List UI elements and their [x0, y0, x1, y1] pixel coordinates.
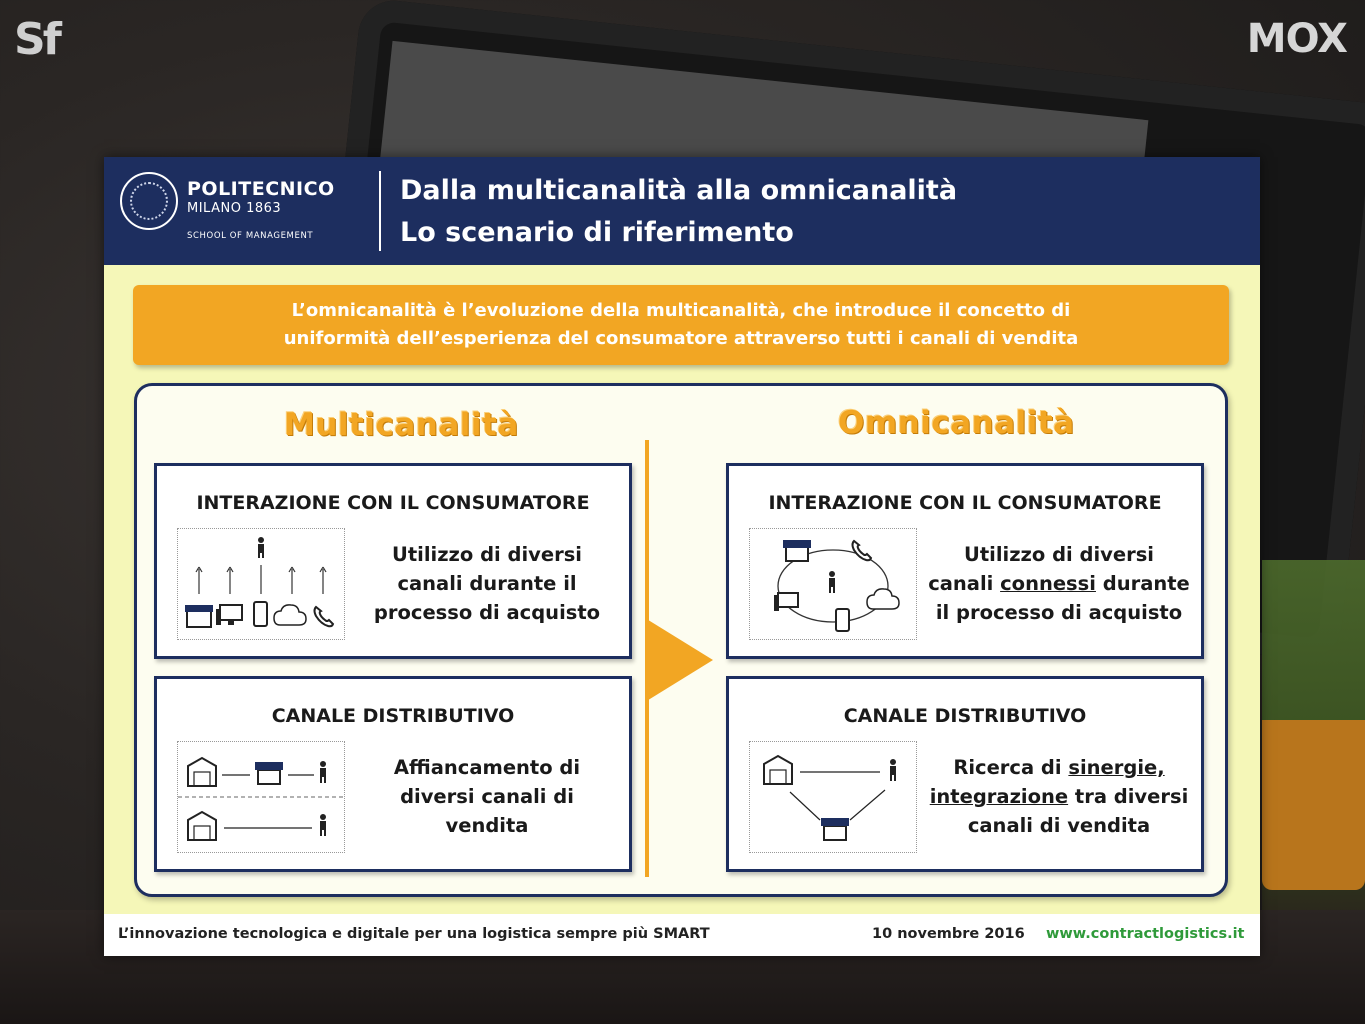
store-icon [255, 762, 283, 784]
phone-icon [853, 541, 872, 560]
desc-line [925, 569, 1193, 598]
school-name: SCHOOL OF MANAGEMENT [187, 231, 314, 241]
multi-distribution-diagram [177, 741, 345, 853]
box-title: INTERAZIONE CON IL CONSUMATORE [196, 492, 590, 514]
arrow-icon [196, 565, 326, 594]
desc-line: canali di vendita [967, 814, 1151, 837]
omni-distribution-diagram [749, 741, 917, 853]
politecnico-seal-icon [120, 172, 178, 230]
header-divider [379, 171, 381, 251]
desc-line: Affiancamento di [393, 756, 581, 779]
warehouse-icon [188, 812, 216, 840]
slide-footer [104, 914, 1260, 956]
desc-line: Utilizzo di diversi [391, 543, 582, 566]
institution-name: POLITECNICO [187, 178, 335, 200]
cloud-icon [867, 589, 899, 609]
sf-logo: Sf [14, 14, 59, 65]
store-icon [821, 818, 849, 840]
smartphone-icon [254, 602, 267, 626]
desc-line: canali durante il [397, 572, 577, 595]
slide [104, 157, 1260, 956]
box-description [925, 753, 1193, 840]
desc-line [925, 753, 1193, 782]
phone-icon [315, 607, 334, 626]
mox-logo: MOX [1246, 16, 1347, 62]
store-icon [783, 540, 811, 561]
definition-banner [133, 285, 1229, 365]
background-pot [1262, 720, 1365, 890]
multi-interaction-box [154, 463, 632, 659]
box-description [353, 540, 621, 627]
multi-distribution-box [154, 676, 632, 872]
store-icon [185, 605, 213, 627]
box-title: CANALE DISTRIBUTIVO [271, 705, 515, 727]
desc-line: Utilizzo di diversi [963, 543, 1154, 566]
footer-tagline: L’innovazione tecnologica e digitale per una logistica sempre più SMART [118, 926, 710, 942]
desc-text: durante [1095, 572, 1190, 595]
omni-distribution-box [726, 676, 1204, 872]
box-title: CANALE DISTRIBUTIVO [843, 705, 1087, 727]
desc-line: processo di acquisto [373, 601, 601, 624]
multicanalita-title: Multicanalità [284, 407, 519, 443]
desc-underlined: sinergie, [1068, 756, 1165, 779]
omni-interaction-box [726, 463, 1204, 659]
arrow-right-icon [645, 618, 713, 702]
desc-underlined: integrazione [929, 785, 1069, 808]
box-title: INTERAZIONE CON IL CONSUMATORE [768, 492, 1162, 514]
banner-line-1: L’omnicanalità è l’evoluzione della multicanalità, che introduce il concetto di [291, 300, 1071, 321]
smartphone-icon [836, 609, 849, 631]
desc-text: Ricerca di [953, 756, 1069, 779]
institution-subtitle: MILANO 1863 [187, 201, 282, 216]
footer-date: 10 novembre 2016 [872, 926, 1025, 942]
desc-line: vendita [445, 814, 529, 837]
omnicanalita-title: Omnicanalità [838, 405, 1075, 441]
box-description [925, 540, 1193, 627]
slide-title: Dalla multicanalità alla omnicanalità [400, 175, 958, 206]
person-icon [320, 761, 326, 783]
banner-line-2: uniformità dell’esperienza del consumatore attraverso tutti i canali di vendita [283, 328, 1079, 349]
slide-subtitle: Lo scenario di riferimento [400, 217, 794, 248]
warehouse-icon [764, 756, 792, 784]
desc-text: canali [928, 572, 1001, 595]
desc-line [925, 782, 1193, 811]
computer-icon [216, 605, 242, 625]
computer-icon [774, 593, 798, 611]
slide-header [104, 157, 1260, 265]
footer-url[interactable]: www.contractlogistics.it [1046, 926, 1245, 942]
person-icon [829, 571, 835, 593]
desc-line: diversi canali di [400, 785, 574, 808]
desc-underlined: connessi [1000, 572, 1096, 595]
person-icon [258, 537, 264, 558]
omni-interaction-diagram [749, 528, 917, 640]
box-description [353, 753, 621, 840]
person-icon [320, 814, 326, 836]
warehouse-icon [188, 758, 216, 786]
multi-interaction-diagram [177, 528, 345, 640]
person-icon [890, 759, 896, 781]
desc-text: tra diversi [1068, 785, 1189, 808]
cloud-icon [274, 605, 306, 625]
desc-line: il processo di acquisto [935, 601, 1183, 624]
